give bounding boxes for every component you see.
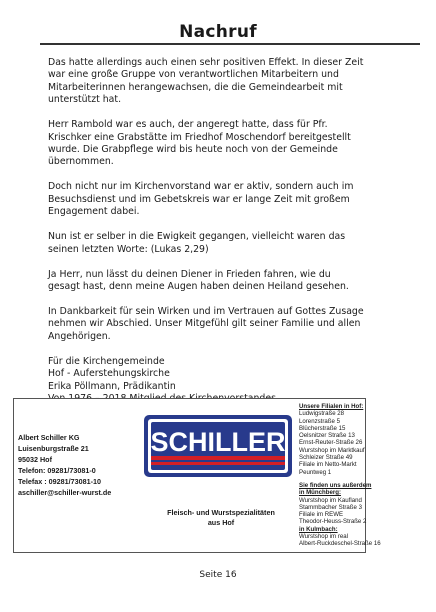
paragraph: Nun ist er selber in die Ewigkeit gegangen, vielleicht waren das seinen letzten Worte: (Lukas 2,29) [48,231,346,255]
page-number: Seite 16 [199,570,237,580]
page-title: Nachruf [179,22,257,42]
signature: Für die Kirchengemeinde Hof - Auferstehungskirche Erika Pöllmann, Prädikantin [48,355,176,392]
paragraph: Doch nicht nur im Kirchenvorstand war er aktiv, sondern auch im Besuchsdienst und im Gebetskreis war er lange Zeit mit großem Engagement dabei. [48,181,354,218]
schiller-logo [144,415,292,477]
svg-text:SCHILLER: SCHILLER [150,427,286,457]
branch-list: Unsere Filialen in Hof: Ludwigstraße 28 Lorenzstraße 5 Blücherstraße 15 Oelsnitzer Straße 13 Ernst-Reuter-Straße 26 Wurstshop im Marktkauf Schleizer Straße 49 Filiale im Netto-Markt Peuntweg 1 Sie finden uns außerdem in Münchberg: Wurstshop im Kaufland Stammbacher Straße 3 Filiale im REWE Theodor-Heuss-Straße 2 in Kulmbach: Wurstshop im real Albert-Ruckdeschel-Straße 16 [299,403,381,548]
company-email: aschiller@schiller-wurst.de [18,488,112,497]
paragraph: In Dankbarkeit für sein Wirken und im Vertrauen auf Gottes Zusage nehmen wir Abschied. Unser Mitgefühl gilt seiner Familie und allen Angehörigen. [48,306,364,342]
paragraph: Das hatte allerdings auch einen sehr positiven Effekt. In dieser Zeit war eine große Gruppe von verantwortlichen Mitarbeitern und Mitarbeiterinnen herangewachsen, die die Gemeindearbeit mit unterstützt hat. [48,57,364,106]
company-address: Albert Schiller KG Luisenburgstraße 21 95032 Hof Telefon: 09281/73081-0 Telefax : 09281/73081-10 aschiller@schiller-wurst.de [18,433,112,497]
article-body [48,57,398,406]
title-divider [40,43,420,45]
company-tagline: Fleisch- und Wurstspezialitäten aus Hof [167,508,275,527]
bible-quote: Ja Herr, nun lässt du deinen Diener in Frieden fahren, wie du gesagt hast, denn meine Augen haben deinen Heiland gesehen. [48,268,349,293]
paragraph: Herr Rambold war es auch, der angeregt hatte, dass für Pfr. Krischker eine Grabstätte im Friedhof Moschendorf bereitgestellt wurde. Die Grabpflege wird bis heute noch von der Gemeinde übernommen. [48,119,351,168]
advertisement [13,398,381,553]
